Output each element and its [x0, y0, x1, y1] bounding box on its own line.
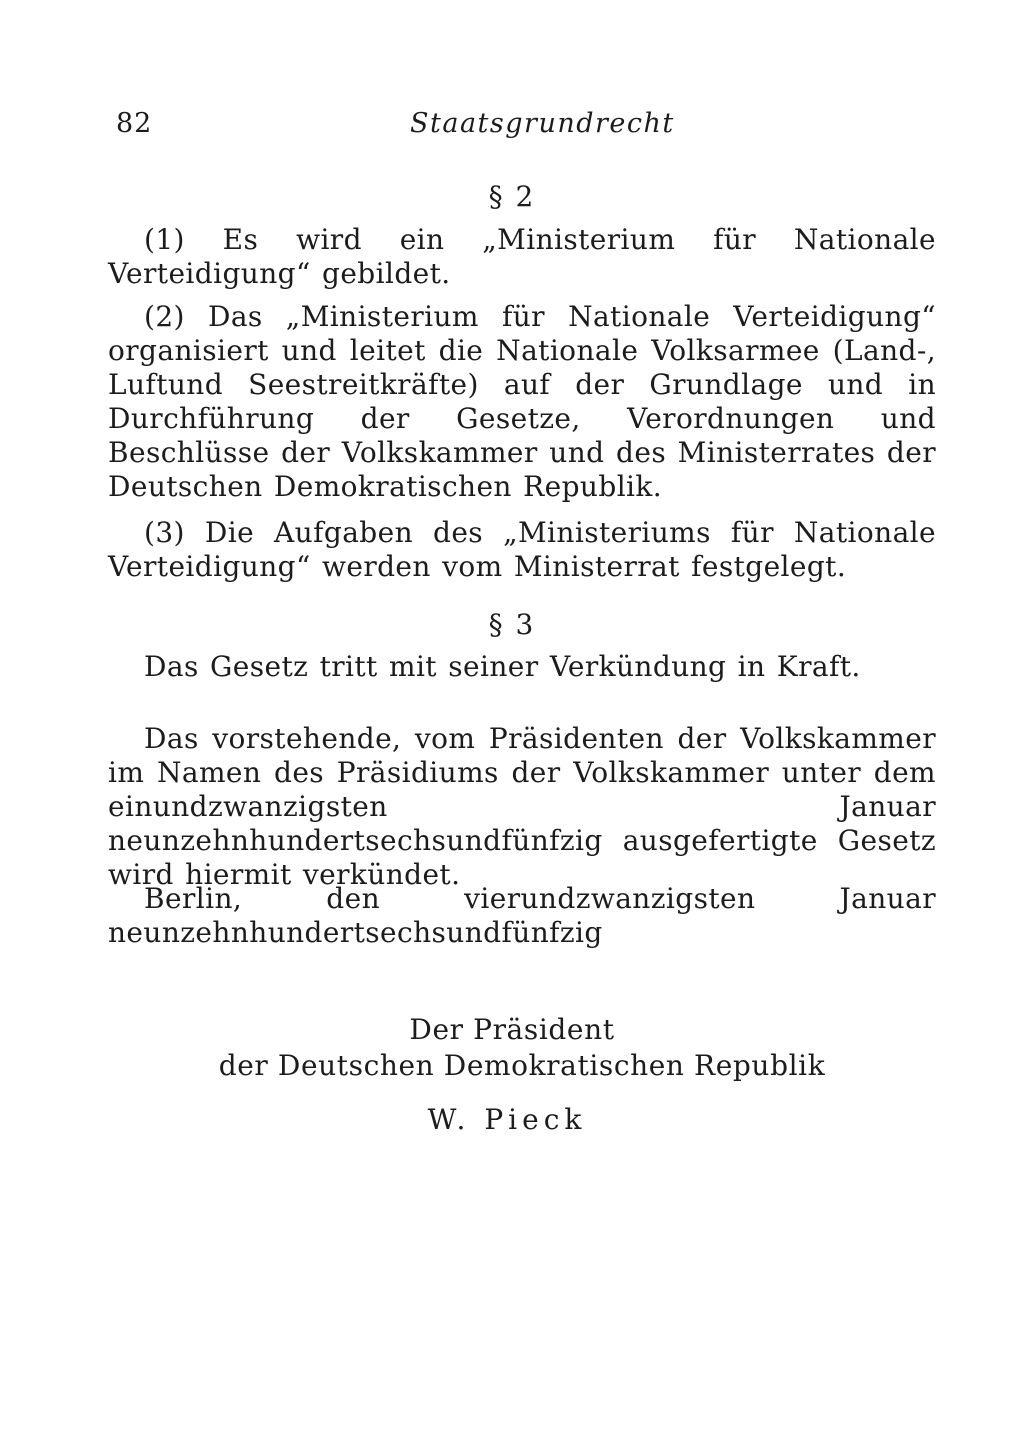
section-2-heading: § 2 — [488, 180, 536, 213]
signature-block — [0, 1012, 1024, 1138]
section-3-text: Das Gesetz tritt mit seiner Verkündung in Kraft. — [144, 650, 861, 683]
signatory-title-line-2: der Deutschen Demokratischen Republik — [218, 1049, 826, 1082]
place-date-line: Berlin, den vierundzwanzigsten Januar neunzehnhundertsechsundfünfzig — [108, 882, 936, 949]
signatory-title-line-1: Der Präsident — [409, 1013, 615, 1046]
signatory-name: W. Pieck — [427, 1103, 587, 1136]
section-2-paragraph-1: (1) Es wird ein „Ministerium für Nationale Verteidigung“ gebildet. — [108, 223, 936, 290]
running-title: Staatsgrundrecht — [410, 108, 675, 139]
section-2-paragraph-3: (3) Die Aufgaben des „Ministeriums für Nationale Verteidigung“ werden vom Ministerrat festgelegt. — [108, 516, 936, 583]
promulgation-text: Das vorstehende, vom Präsidenten der Volkskammer im Namen des Präsidiums der Volkskammer unter dem einundzwanzigsten Januar neunzehnhundertsechsundfünfzig ausgefertigte Gesetz wird hiermit verkündet. — [108, 722, 936, 891]
section-3-heading: § 3 — [488, 608, 536, 641]
page-header — [110, 108, 940, 148]
section-2-paragraph-2: (2) Das „Ministerium für Nationale Verteidigung“ organisiert und leitet die Nationale Volksarmee (Land-, Luftund Seestreitkräfte) auf der Grundlage und in Durchführung der Gesetze, Verordnungen und Beschlüsse der Volkskammer und des Ministerrates der Deutschen Demokratischen Republik. — [108, 300, 936, 503]
page-number: 82 — [116, 108, 153, 139]
